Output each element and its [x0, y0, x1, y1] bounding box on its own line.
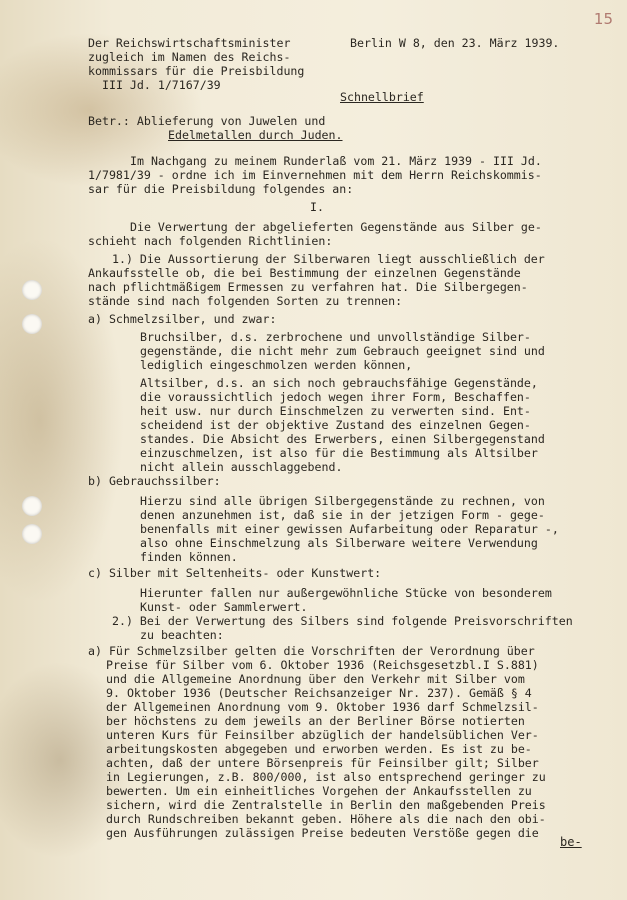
item2a-line-7: unteren Kurs für Feinsilber abzüglich der handelsüblichen Ver- — [106, 728, 539, 742]
item2-line-1: 2.) Bei der Verwertung des Silbers sind folgende Preisvorschriften — [112, 614, 573, 628]
item2a-line-5: der Allgemeinen Anordnung vom 9. Oktober 1936 darf Schmelzsil- — [106, 700, 539, 714]
altsilber-line-4: scheidend ist der objektive Zustand des einzelnen Gegen- — [140, 418, 531, 432]
sender-line-1: Der Reichswirtschaftsminister — [88, 36, 291, 50]
punch-hole-4 — [22, 524, 42, 544]
item2a-line-8: arbeitungskosten abgegeben und erworben werden. Es ist zu be- — [106, 742, 532, 756]
punch-hole-2 — [22, 314, 42, 334]
altsilber-line-2: die voraussichtlich jedoch wegen ihrer Form, Beschaffen- — [140, 390, 531, 404]
sender-line-3: kommissars für die Preisbildung — [88, 64, 305, 78]
bruchsilber-line-3: lediglich eingeschmolzen werden können, — [140, 358, 413, 372]
item2a-line-1: a) Für Schmelzsilber gelten die Vorschriften der Verordnung über — [88, 644, 535, 658]
item2a-line-3: und die Allgemeine Anordnung über den Verkehr mit Silber vom — [106, 672, 525, 686]
section-numeral: I. — [310, 200, 324, 214]
bruchsilber-line-1: Bruchsilber, d.s. zerbrochene und unvollständige Silber- — [140, 330, 531, 344]
kunstwert-line-1: Hierunter fallen nur außergewöhnliche Stücke von besonderem — [140, 586, 552, 600]
intro-line-2: 1/7981/39 - ordne ich im Einvernehmen mit dem Herrn Reichskommis- — [88, 168, 542, 182]
subject-line-2: Edelmetallen durch Juden. — [168, 128, 343, 142]
continuation-mark: be- — [560, 835, 582, 849]
item1-line-4: stände sind nach folgenden Sorten zu trennen: — [88, 294, 403, 308]
place-date: Berlin W 8, den 23. März 1939. — [350, 36, 560, 50]
item2a-line-4: 9. Oktober 1936 (Deutscher Reichsanzeiger Nr. 237). Gemäß § 4 — [106, 686, 532, 700]
item-a-label: a) Schmelzsilber, und zwar: — [88, 312, 277, 326]
subject-line-1: Betr.: Ablieferung von Juwelen und — [88, 114, 326, 128]
altsilber-line-1: Altsilber, d.s. an sich noch gebrauchsfähige Gegenstände, — [140, 376, 538, 390]
item1-line-2: Ankaufsstelle ob, die bei Bestimmung der einzelnen Gegenstände — [88, 266, 521, 280]
gebrauch-line-5: finden können. — [140, 550, 238, 564]
altsilber-line-5: standes. Die Absicht des Erwerbers, einen Silbergegenstand — [140, 432, 545, 446]
altsilber-line-6: einzuschmelzen, ist also für die Bestimmung als Altsilber — [140, 446, 538, 460]
altsilber-line-3: heit usw. nur durch Einschmelzen zu verwerten sind. Ent- — [140, 404, 531, 418]
item2a-line-13: durch Rundschreiben bekannt geben. Höhere als die nach den obi- — [106, 812, 546, 826]
gebrauch-line-4: also ohne Einschmelzung als Silberware weitere Verwendung — [140, 536, 538, 550]
punch-hole-1 — [22, 280, 42, 300]
gebrauch-line-3: benenfalls mit einer gewissen Aufarbeitung oder Reparatur -, — [140, 522, 559, 536]
item1-line-1: 1.) Die Aussortierung der Silberwaren liegt ausschließlich der — [112, 252, 545, 266]
silber-line-2: schieht nach folgenden Richtlinien: — [88, 234, 333, 248]
sender-line-2: zugleich im Namen des Reichs- — [88, 50, 291, 64]
mail-type: Schnellbrief — [340, 90, 424, 104]
gebrauch-line-1: Hierzu sind alle übrigen Silbergegenstände zu rechnen, von — [140, 494, 545, 508]
item2a-line-9: achten, daß der untere Börsenpreis für Feinsilber gilt; Silber — [106, 756, 539, 770]
item2-line-2: zu beachten: — [140, 628, 224, 642]
gebrauch-line-2: denen anzunehmen ist, daß sie in der jetzigen Form - gege- — [140, 508, 545, 522]
intro-line-1: Im Nachgang zu meinem Runderlaß vom 21. März 1939 - III Jd. — [130, 154, 542, 168]
kunstwert-line-2: Kunst- oder Sammlerwert. — [140, 600, 308, 614]
intro-line-3: sar für die Preisbildung folgendes an: — [88, 182, 354, 196]
page-number: 15 — [593, 10, 613, 28]
altsilber-line-7: nicht allein ausschlaggebend. — [140, 460, 343, 474]
reference-number: III Jd. 1/7167/39 — [102, 78, 221, 92]
item-b-label: b) Gebrauchssilber: — [88, 474, 221, 488]
item2a-line-14: gen Ausführungen zulässigen Preise bedeuten Verstöße gegen die — [106, 826, 539, 840]
item2a-line-12: sichern, wird die Zentralstelle in Berlin den maßgebenden Preis — [106, 798, 546, 812]
item-c-label: c) Silber mit Seltenheits- oder Kunstwert: — [88, 566, 382, 580]
item1-line-3: nach pflichtmäßigem Ermessen zu verfahren hat. Die Silbergegen- — [88, 280, 528, 294]
item2a-line-6: ber höchstens zu dem jeweils an der Berliner Börse notierten — [106, 714, 525, 728]
item2a-line-10: in Legierungen, z.B. 800/000, ist also entsprechend geringer zu — [106, 770, 546, 784]
bruchsilber-line-2: gegenstände, die nicht mehr zum Gebrauch geeignet sind und — [140, 344, 545, 358]
item2a-line-2: Preise für Silber vom 6. Oktober 1936 (Reichsgesetzbl.I S.881) — [106, 658, 539, 672]
punch-hole-3 — [22, 496, 42, 516]
item2a-line-11: bewerten. Um ein einheitliches Vorgehen der Ankaufsstellen zu — [106, 784, 532, 798]
silber-line-1: Die Verwertung der abgelieferten Gegenstände aus Silber ge- — [130, 220, 542, 234]
